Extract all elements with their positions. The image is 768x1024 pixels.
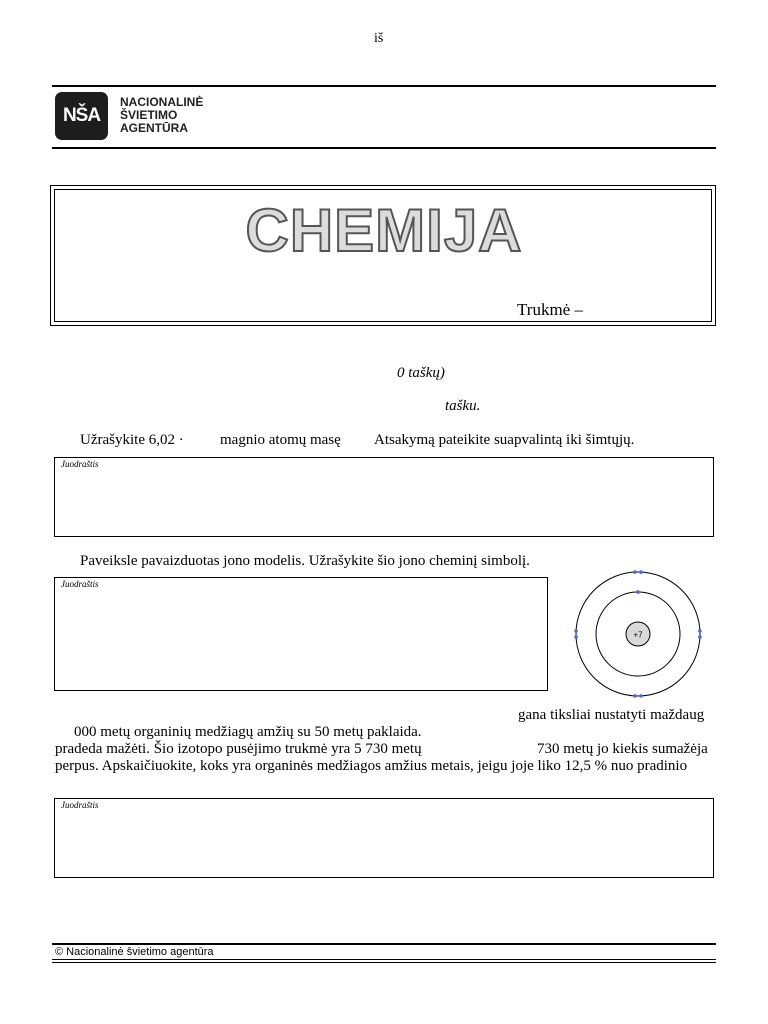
logo-mark: NŠA bbox=[62, 105, 101, 126]
org-line-2: ŠVIETIMO bbox=[120, 108, 178, 122]
ion-model-diagram bbox=[568, 570, 710, 700]
q1-text-c: Atsakymą pateikite suapvalintą iki šimtųjų. bbox=[374, 432, 635, 448]
q1-draft-label: Juodraštis bbox=[61, 459, 99, 469]
nsa-logo bbox=[55, 92, 108, 140]
q1-text-a: Užrašykite 6,02 · bbox=[80, 432, 184, 448]
header-bottom-rule bbox=[52, 147, 716, 149]
outer-shell-electron bbox=[574, 635, 578, 639]
outer-shell-electron bbox=[698, 635, 702, 639]
q3-line-c2: 730 metų jo kiekis sumažėja bbox=[537, 741, 708, 757]
page-number: iš bbox=[374, 31, 384, 46]
outer-shell-electron bbox=[633, 694, 637, 698]
section-points-total: 0 taškų) bbox=[397, 365, 445, 381]
q3-line-a: gana tiksliai nustatyti maždaug bbox=[518, 707, 705, 723]
exam-duration: Trukmė – bbox=[517, 300, 583, 319]
header-top-rule bbox=[52, 85, 716, 87]
outer-shell-electron bbox=[574, 629, 578, 633]
section-points-each: tašku. bbox=[445, 398, 481, 414]
q3-line-d: perpus. Apskaičiuokite, koks yra organinės medžiagos amžius metais, jeigu joje liko 12,5 % nuo pradinio bbox=[55, 758, 688, 774]
q3-line-b: 000 metų organinių medžiagų amžių su 50 metų paklaida. bbox=[74, 724, 422, 740]
q3-draft-label: Juodraštis bbox=[61, 800, 99, 810]
organization-name bbox=[120, 96, 203, 135]
q2-draft-label: Juodraštis bbox=[61, 579, 99, 589]
footer-copyright: © Nacionalinė švietimo agentūra bbox=[55, 946, 214, 958]
outer-shell-electron bbox=[698, 629, 702, 633]
nucleus-charge-label: +7 bbox=[633, 630, 643, 640]
q2-text: Paveiksle pavaizduotas jono modelis. Užrašykite šio jono cheminį simbolį. bbox=[80, 553, 530, 569]
org-line-3: AGENTŪRA bbox=[120, 121, 188, 135]
outer-shell-electron bbox=[639, 694, 643, 698]
inner-shell-electron bbox=[636, 590, 640, 594]
footer-rule-bottom-1 bbox=[52, 959, 716, 960]
q3-line-c1: pradeda mažėti. Šio izotopo pusėjimo trukmė yra 5 730 metų bbox=[55, 741, 422, 757]
footer-rule-top bbox=[52, 943, 716, 945]
footer-rule-bottom-2 bbox=[52, 962, 716, 963]
q2-draft-box[interactable] bbox=[54, 577, 548, 691]
outer-shell-electron bbox=[633, 570, 637, 574]
q3-draft-box[interactable] bbox=[54, 798, 714, 878]
q1-draft-box[interactable] bbox=[54, 457, 714, 537]
exam-title: CHEMIJA bbox=[245, 197, 523, 264]
q1-text-b: magnio atomų masę bbox=[220, 432, 341, 448]
org-line-1: NACIONALINĖ bbox=[120, 95, 204, 109]
outer-shell-electron bbox=[639, 570, 643, 574]
